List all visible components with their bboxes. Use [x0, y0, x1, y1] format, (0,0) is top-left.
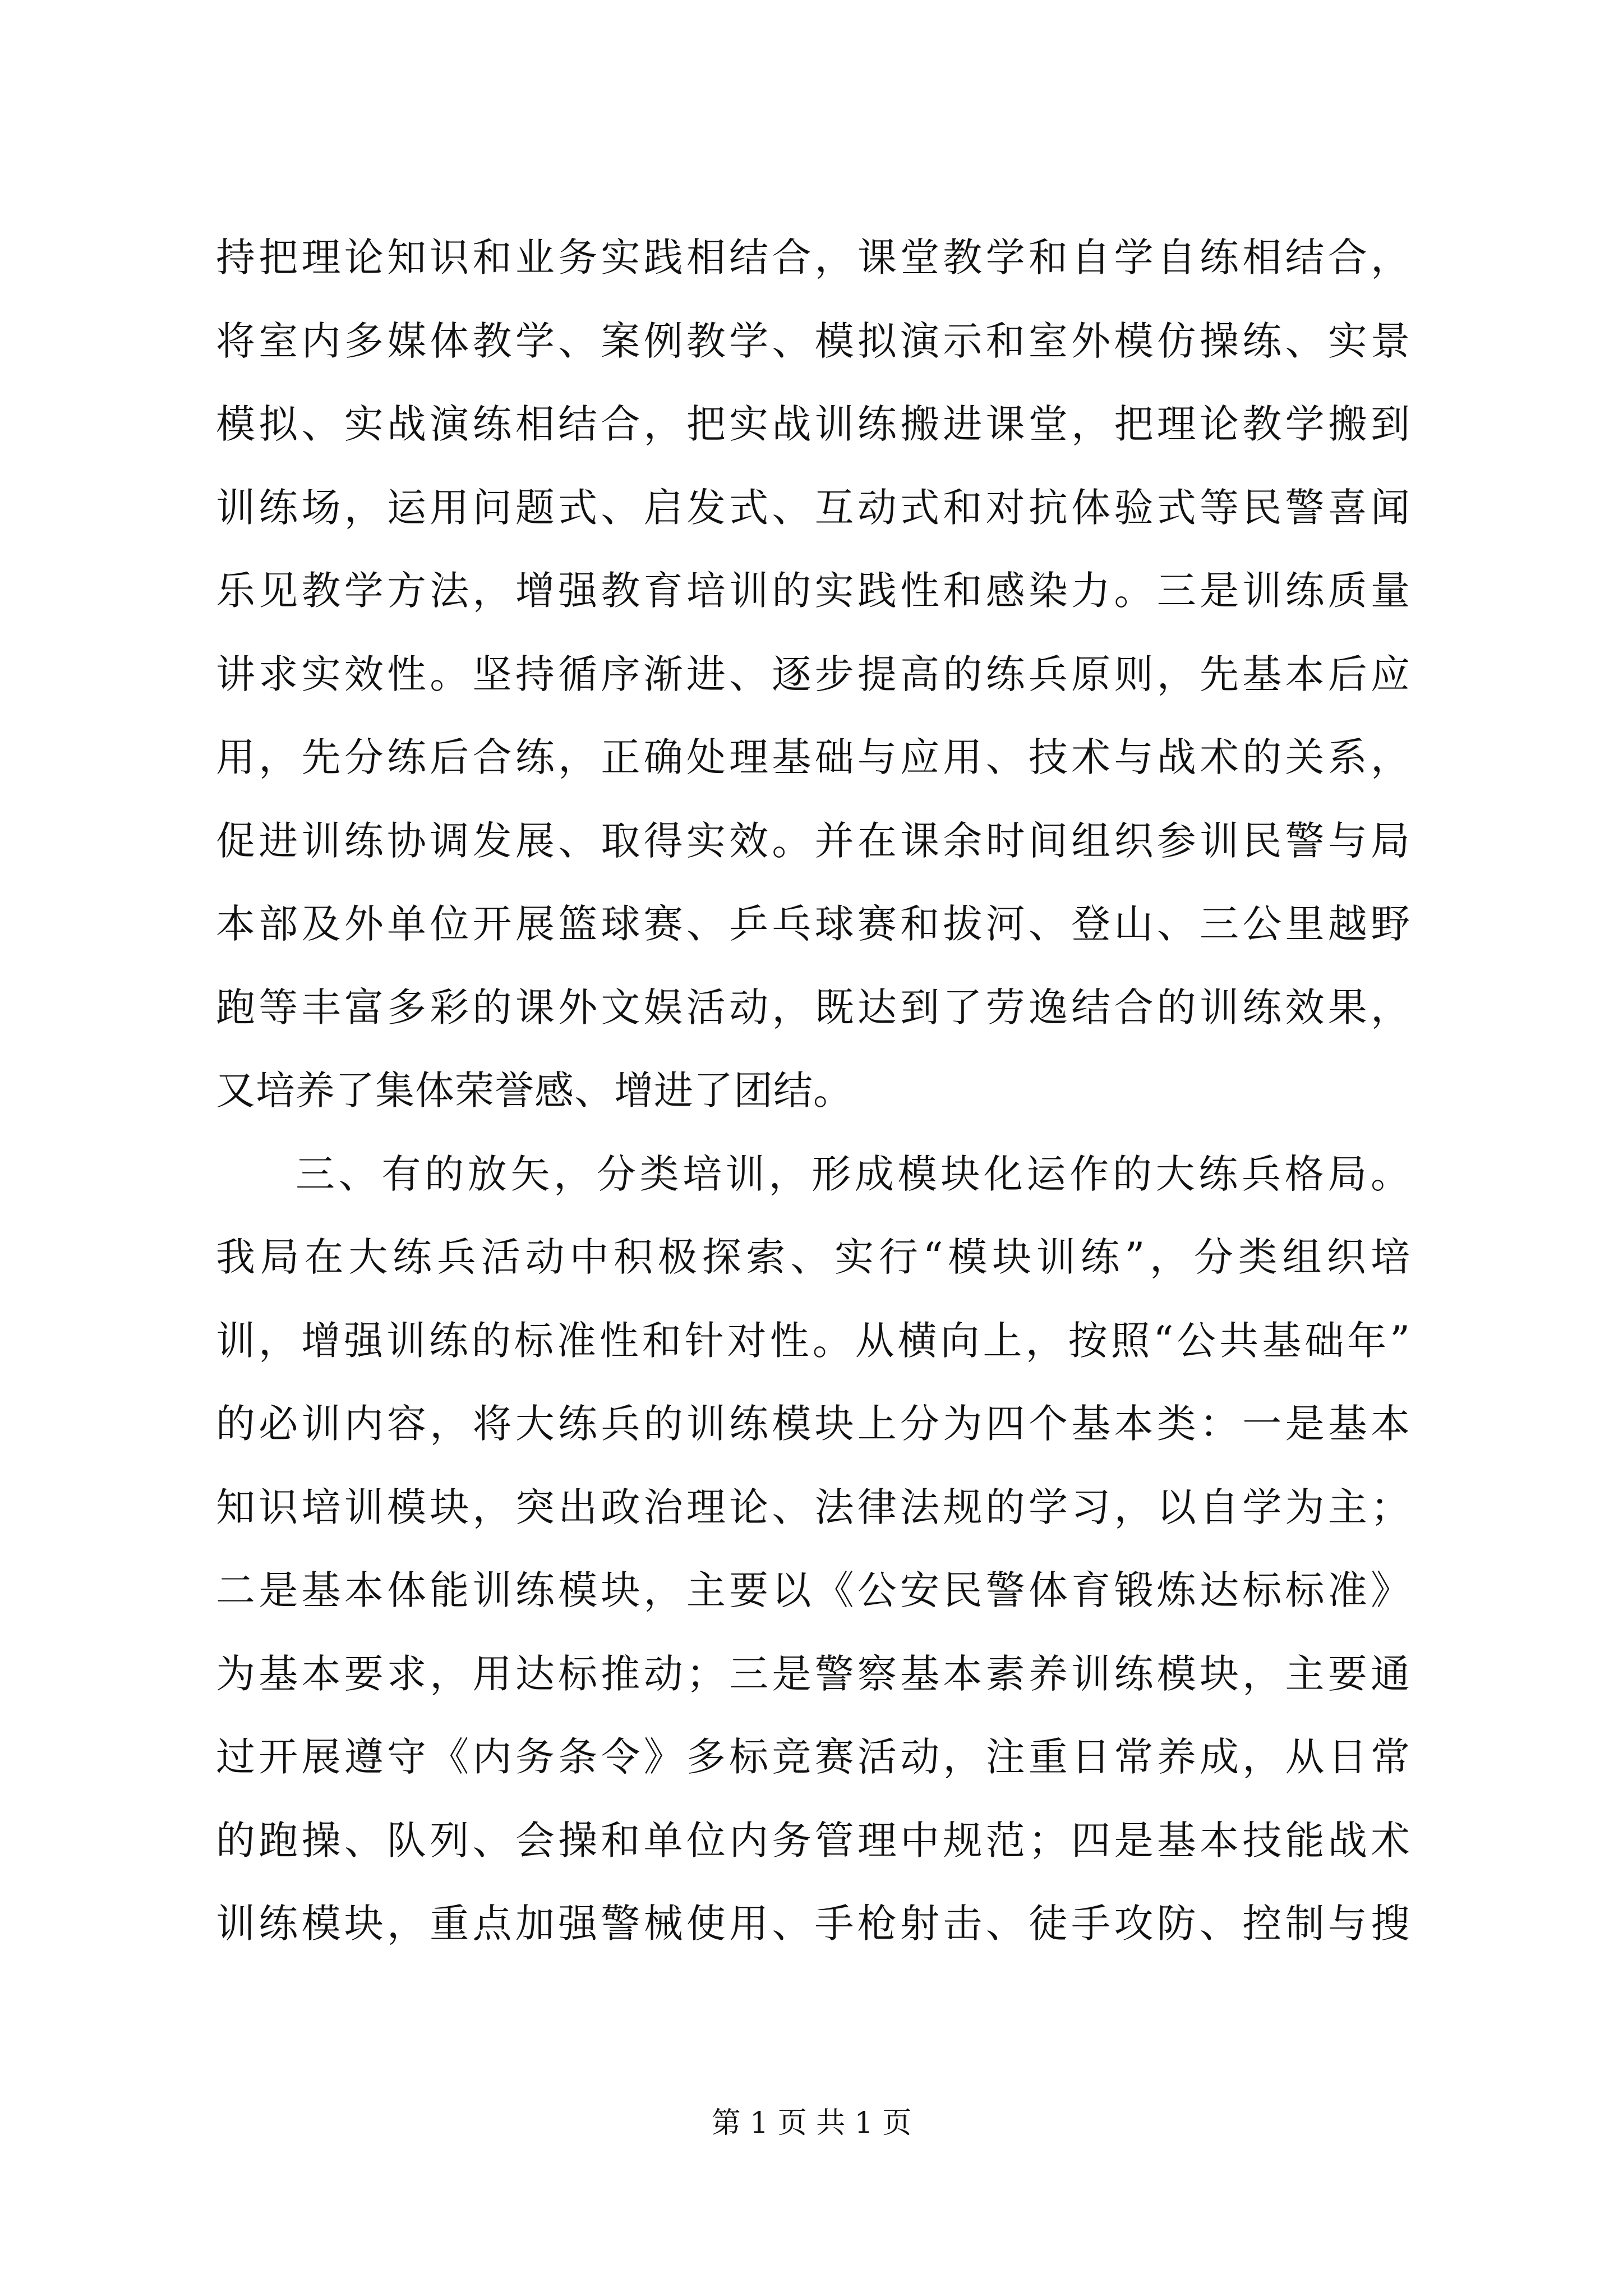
- text-line: 讲求实效性。坚持循序渐进、逐步提高的练兵原则，先基本后应: [216, 651, 1410, 697]
- text-line: 知识培训模块，突出政治理论、法律法规的学习，以自学为主；: [216, 1484, 1410, 1530]
- text-line: 又培养了集体荣誉感、增进了团结。: [216, 1068, 853, 1114]
- page-footer: 第 1 页 共 1 页: [711, 2106, 912, 2140]
- text-line: 训，增强训练的标准性和针对性。从横向上，按照“公共基础年”: [216, 1317, 1410, 1364]
- document-body: [216, 216, 1410, 1966]
- text-line: 二是基本体能训练模块，主要以《公安民警体育锻炼达标标准》: [216, 1567, 1410, 1613]
- text-line: 训练模块，重点加强警械使用、手枪射击、徒手攻防、控制与搜: [216, 1901, 1410, 1947]
- text-line: 过开展遵守《内务条令》多标竞赛活动，注重日常养成，从日常: [216, 1734, 1410, 1780]
- text-line: 本部及外单位开展篮球赛、乒乓球赛和拔河、登山、三公里越野: [216, 901, 1410, 947]
- text-line: 训练场，运用问题式、启发式、互动式和对抗体验式等民警喜闻: [216, 484, 1410, 531]
- text-line: 乐见教学方法，增强教育培训的实践性和感染力。三是训练质量: [216, 568, 1410, 614]
- text-line: 为基本要求，用达标推动；三是警察基本素养训练模块，主要通: [216, 1650, 1410, 1697]
- text-line: 促进训练协调发展、取得实效。并在课余时间组织参训民警与局: [216, 817, 1410, 864]
- text-line: 用，先分练后合练，正确处理基础与应用、技术与战术的关系，: [216, 734, 1410, 780]
- text-line: 将室内多媒体教学、案例教学、模拟演示和室外模仿操练、实景: [216, 318, 1410, 364]
- text-line: 我局在大练兵活动中积极探索、实行“模块训练”，分类组织培: [216, 1234, 1410, 1280]
- text-line: 持把理论知识和业务实践相结合，课堂教学和自学自练相结合，: [216, 234, 1410, 280]
- text-line: 跑等丰富多彩的课外文娱活动，既达到了劳逸结合的训练效果，: [216, 984, 1410, 1030]
- section-heading-line: 三、有的放矢，分类培训，形成模块化运作的大练兵格局。: [296, 1151, 1410, 1197]
- text-line: 的必训内容，将大练兵的训练模块上分为四个基本类：一是基本: [216, 1401, 1410, 1447]
- text-line: 模拟、实战演练相结合，把实战训练搬进课堂，把理论教学搬到: [216, 401, 1410, 447]
- text-line: 的跑操、队列、会操和单位内务管理中规范；四是基本技能战术: [216, 1817, 1410, 1864]
